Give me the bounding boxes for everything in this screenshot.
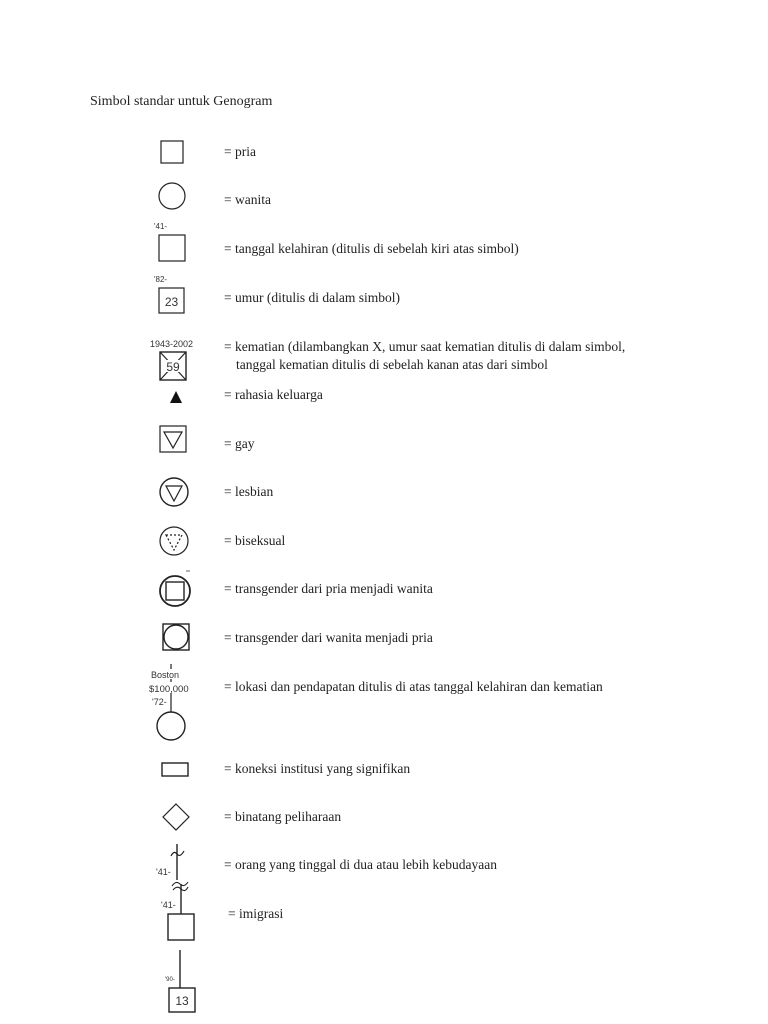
kematian-line-2: tanggal kematian ditulis di sebelah kanan atas dari simbol [236, 357, 548, 372]
birth-date-square-icon [150, 218, 194, 268]
legend-text-transgender-wanita-pria: = transgender dari wanita menjadi pria [224, 630, 433, 645]
transgender-male-to-female-icon [150, 570, 194, 610]
pet-diamond-icon [150, 800, 194, 836]
birth-year-label: '82- [154, 275, 168, 284]
legend-text-kematian [224, 338, 625, 374]
birth-year-label: '41- [161, 900, 176, 910]
legend-text-wanita: = wanita [224, 192, 271, 207]
lesbian-icon [150, 476, 194, 512]
legend-text-rahasia-keluarga: = rahasia keluarga [224, 387, 323, 402]
age-square-icon [160, 948, 200, 1018]
institution-rectangle-icon [150, 758, 194, 782]
page-title: Simbol standar untuk Genogram [90, 94, 273, 109]
age-value: 13 [175, 994, 189, 1008]
birth-date-label: '41- [154, 222, 168, 231]
legend-text-koneksi-institusi: = koneksi institusi yang signifikan [224, 761, 411, 776]
legend-text-multikultural: = orang yang tinggal di dua atau lebih kebudayaan [224, 857, 498, 872]
legend-text-binatang-peliharaan: = binatang peliharaan [224, 809, 342, 824]
age-at-death-value: 59 [166, 360, 180, 374]
death-square-icon [146, 336, 206, 386]
circle-female-icon [150, 180, 194, 216]
square-male-icon [150, 135, 194, 171]
income-label: $100,000 [149, 684, 189, 695]
age-value: 23 [164, 295, 179, 309]
legend-text-umur: = umur (ditulis di dalam simbol) [224, 290, 400, 305]
immigration-icon [150, 876, 200, 944]
legend-text-lokasi-pendapatan: = lokasi dan pendapatan ditulis di atas tanggal kelahiran dan kematian [224, 679, 603, 694]
birth-year-label: '90- [165, 977, 175, 983]
location-label: Boston [151, 670, 180, 680]
legend-text-transgender-pria-wanita: = transgender dari pria menjadi wanita [224, 581, 433, 596]
black-triangle-icon [160, 388, 190, 408]
kematian-line-1: = kematian (dilambangkan X, umur saat kematian ditulis di dalam simbol, [224, 339, 626, 354]
legend-text-tanggal-kelahiran: = tanggal kelahiran (ditulis di sebelah kiri atas simbol) [224, 241, 519, 256]
legend-text-lesbian: = lesbian [224, 484, 274, 499]
age-square-icon [150, 271, 194, 319]
gay-icon [150, 423, 194, 459]
legend-text-biseksual: = biseksual [224, 533, 286, 548]
transgender-female-to-male-icon [150, 621, 194, 657]
legend-text-gay: = gay [224, 436, 255, 451]
bisexual-icon [150, 524, 194, 560]
life-span-label: 1943-2002 [150, 339, 194, 349]
location-income-icon [144, 664, 204, 746]
legend-text-imigrasi: = imigrasi [228, 906, 284, 921]
birth-year-label: '72- [152, 697, 167, 707]
legend-text-pria: = pria [224, 144, 256, 159]
birth-year-label: '41- [156, 867, 171, 877]
